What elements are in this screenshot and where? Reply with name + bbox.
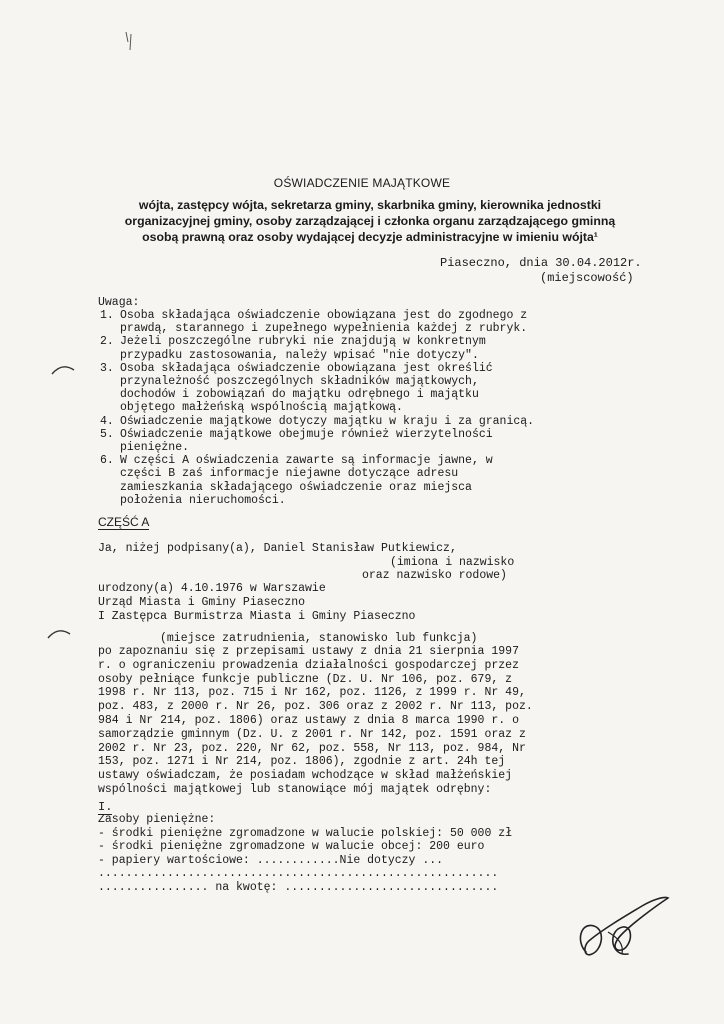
part-a-heading: CZĘŚĆ A <box>98 515 150 529</box>
pen-mark <box>122 30 136 52</box>
signature <box>572 892 672 964</box>
assets-line: ................ na kwotę: ............................... <box>98 880 499 894</box>
list-item: 4. Oświadczenie majątkowe dotyczy majątku w kraju i za granicą. <box>100 414 535 428</box>
list-item: 6. W części A oświadczenia zawarte są informacje jawne, w części B zaś informacje niejawne dotyczące adresu zamieszkania składającego oświadczenie oraz miejsca położenia nieruchomości. <box>100 454 493 507</box>
financial-assets <box>98 813 512 894</box>
assets-line: - środki pieniężne zgromadzone w walucie polskiej: 50 000 zł <box>98 826 513 840</box>
employment-caption: (miejsce zatrudnienia, stanowisko lub funkcja) <box>160 632 478 645</box>
list-item: 1. Osoba składająca oświadczenie obowiązana jest do zgodnego z prawdą, starannego i zupełnego wypełnienia każdej z rubryk. <box>100 309 528 336</box>
place-caption: (miejscowość) <box>540 271 634 285</box>
document-subtitle: wójta, zastępcy wójta, sekretarza gminy, skarbnika gminy, kierownika jednostki organizacyjnej gminy, osoby zarządzającej i członka organu zarządzającego gminną osobą prawną oraz osoby wydającej decyzje administracyjne w imieniu wójta¹ <box>124 198 616 244</box>
section-1-heading: I. <box>98 800 113 814</box>
notes-label: Uwaga: <box>98 296 140 309</box>
punch-hole-mark <box>46 626 72 640</box>
employer-line: Urząd Miasta i Gminy Piaseczno <box>98 596 306 609</box>
birth-line: urodzony(a) 4.10.1976 w Warszawie <box>98 582 326 595</box>
list-item: 5. Oświadczenie majątkowe obejmuje również wierzytelności pieniężne. <box>100 427 493 455</box>
assets-line: Zasoby pieniężne: <box>98 813 216 826</box>
assets-line: - papiery wartościowe: ............Nie dotyczy ... <box>98 853 444 867</box>
declaration-text: po zapoznaniu się z przepisami ustawy z dnia 21 sierpnia 1997 r. o ograniczeniu prowadzenia działalności gospodarczej przez osoby pełniące funkcje publiczne (Dz. U. Nr 106, poz. 679, z 1998 r. Nr 113, poz. 715 i Nr 162, poz. 1126, z 1999 r. Nr 49, poz. 483, z 2000 r. Nr 26, poz. 306 oraz z 2002 r. Nr 113, poz. 984 i Nr 214, poz. 1806) oraz ustawy z dnia 8 marca 1990 r. o samorządzie gminnym (Dz. U. z 2001 r. Nr 142, poz. 1591 oraz z 2002 r. Nr 23, poz. 220, Nr 62, poz. 558, Nr 113, poz. 984, Nr 153, poz. 1271 i Nr 214, poz. 1806), zgodnie z art. 24h tej ustawy oświadczam, że posiadam wchodzące w skład małżeńskiej wspólności majątkowej lub stanowiące mój majątek odrębny: <box>98 645 533 796</box>
assets-line: .......................................................... <box>98 867 499 880</box>
notes-list <box>100 309 540 507</box>
list-item: 3. Osoba składająca oświadczenie obowiązana jest określić przynależność poszczególnych składników majątkowych, dochodów i zobowiązań do majątku odrębnego i majątku objętego małżeńską wspólnością majątkową. <box>100 361 493 415</box>
document-title: OŚWIADCZENIE MAJĄTKOWE <box>273 176 451 190</box>
declarant-name-line: Ja, niżej podpisany(a), Daniel Stanisław Putkiewicz, <box>98 542 457 555</box>
punch-hole-mark <box>50 362 76 376</box>
assets-line: - środki pieniężne zgromadzone w walucie obcej: 200 euro <box>98 840 485 853</box>
place-date: Piaseczno, dnia 30.04.2012r. <box>440 256 642 270</box>
position-line: I Zastępca Burmistrza Miasta i Gminy Piaseczno <box>98 610 416 623</box>
list-item: 2. Jeżeli poszczególne rubryki nie znajdują w konkretnym przypadku zastosowania, należy wpisać "nie dotyczy". <box>100 335 486 362</box>
name-caption: (imiona i nazwisko <box>390 556 515 569</box>
name-caption-2: oraz nazwisko rodowe) <box>362 569 507 582</box>
